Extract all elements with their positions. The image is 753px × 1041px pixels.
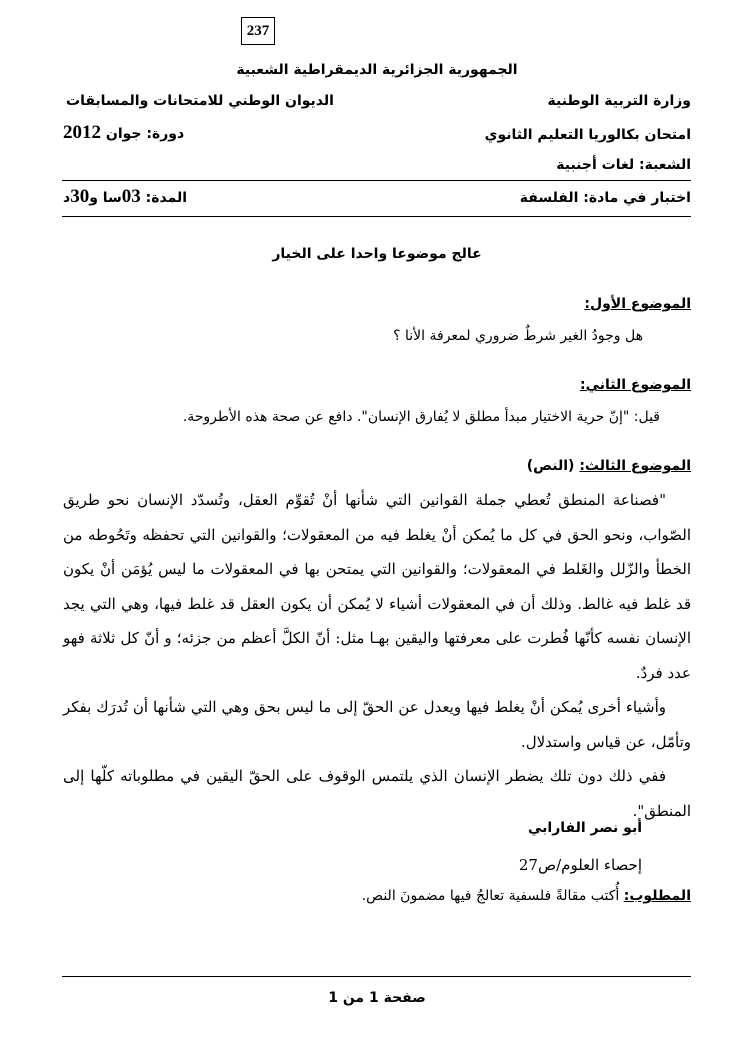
topic-2-heading (580, 377, 691, 393)
duration-label: المدة: (145, 190, 188, 206)
author: أبو نصر الفارابي (527, 820, 642, 836)
instruction: عالج موضوعا واحدا على الخيار (272, 246, 482, 262)
page-number-box: 237 (241, 17, 275, 45)
divider-top (62, 180, 691, 181)
branch: الشعبة: لغات أجنبية (556, 157, 691, 173)
duration-hours: 03 (121, 186, 141, 207)
topic-1-question: هل وجودُ الغير شرطٌ ضروري لمعرفة الأنا ؟ (393, 328, 643, 344)
exam-office-name: الديوان الوطني للامتحانات والمسابقات (66, 93, 334, 109)
duration (63, 186, 187, 208)
duration-hours-unit: سا و (89, 190, 122, 206)
subject: اختبار في مادة: الفلسفة (519, 190, 691, 206)
session (63, 122, 184, 144)
text-paragraph-2: وأشياء أخرى يُمكن أنْ يغلط فيها ويعدل عن الحقّ إلى ما ليس بحق وهي التي شأنها أن تُدرَك بفكر وتأمّل، عن قياس واستدلال. (63, 698, 691, 751)
topic-1-heading-label: الموضوع الأول: (584, 296, 691, 312)
topic-3-heading-suffix: (النص) (526, 458, 575, 474)
topic-2-question: قيل: "إنّ حرية الاختيار مبدأ مطلق لا يُفارق الإنسان". دافع عن صحة هذه الأطروحة. (182, 409, 660, 425)
topic-3-heading-label: الموضوع الثالث: (579, 458, 691, 474)
exam-title: امتحان بكالوريا التعليم الثانوي (484, 127, 691, 143)
duration-minutes-unit: د (63, 190, 71, 206)
republic-title: الجمهورية الجزائرية الديمقراطية الشعبية (236, 62, 518, 78)
text-paragraph-1: "فصناعة المنطق تُعطي جملة القوانين التي شأنها أنْ تُقوِّم العقل، وتُسدّد الإنسان نحو طريق الصّواب، ونحو الحق في كل ما يُمكن أنْ يغلط فيه من المعقولات؛ والقوانين التي تحفظه وتَحُوطه من الخطأ والزّلل والغَلط في المعقولات؛ والقوانين التي يمتحن بها في المعقولات ما ليس يُؤمَن أنْ يكون قد غلط فيه غالط. وذلك أن في المعقولات أشياء لا يُمكن أن يكون العقل قد غلط فيها، وهي التي يجد الإنسان نفسه كأنّها فُطرت على معرفتها واليقين بهـا مثل: أنّ الكلَّ أعظم من جزئه؛ و أنّ كل ثلاثة فهو عدد فردٌ. (63, 491, 691, 682)
duration-minutes: 30 (70, 186, 90, 207)
reference: إحصاء العلوم/ص27 (518, 856, 642, 874)
required-task (362, 888, 691, 904)
required-label: المطلوب: (623, 888, 691, 904)
text-paragraph-3: ففي ذلك دون تلك يضطر الإنسان الذي يلتمس الوقوف على الحقّ اليقين في مطلوباته كلّها إلى المنطق". (63, 767, 691, 820)
page-footer: صفحة 1 من 1 (328, 990, 426, 1006)
session-label: دورة: جوان (105, 126, 185, 142)
divider-footer (62, 976, 691, 977)
topic-3-heading (527, 458, 691, 474)
ministry-name: وزارة التربية الوطنية (547, 93, 691, 109)
topic-2-heading-label: الموضوع الثاني: (579, 377, 691, 393)
required-text: أُكتب مقالةً فلسفية تعالجُ فيها مضمونَ النص. (361, 888, 620, 904)
session-year: 2012 (63, 122, 101, 143)
topic-1-heading (584, 296, 691, 312)
topic-3-text (63, 483, 691, 828)
divider-header-bottom (62, 216, 691, 217)
